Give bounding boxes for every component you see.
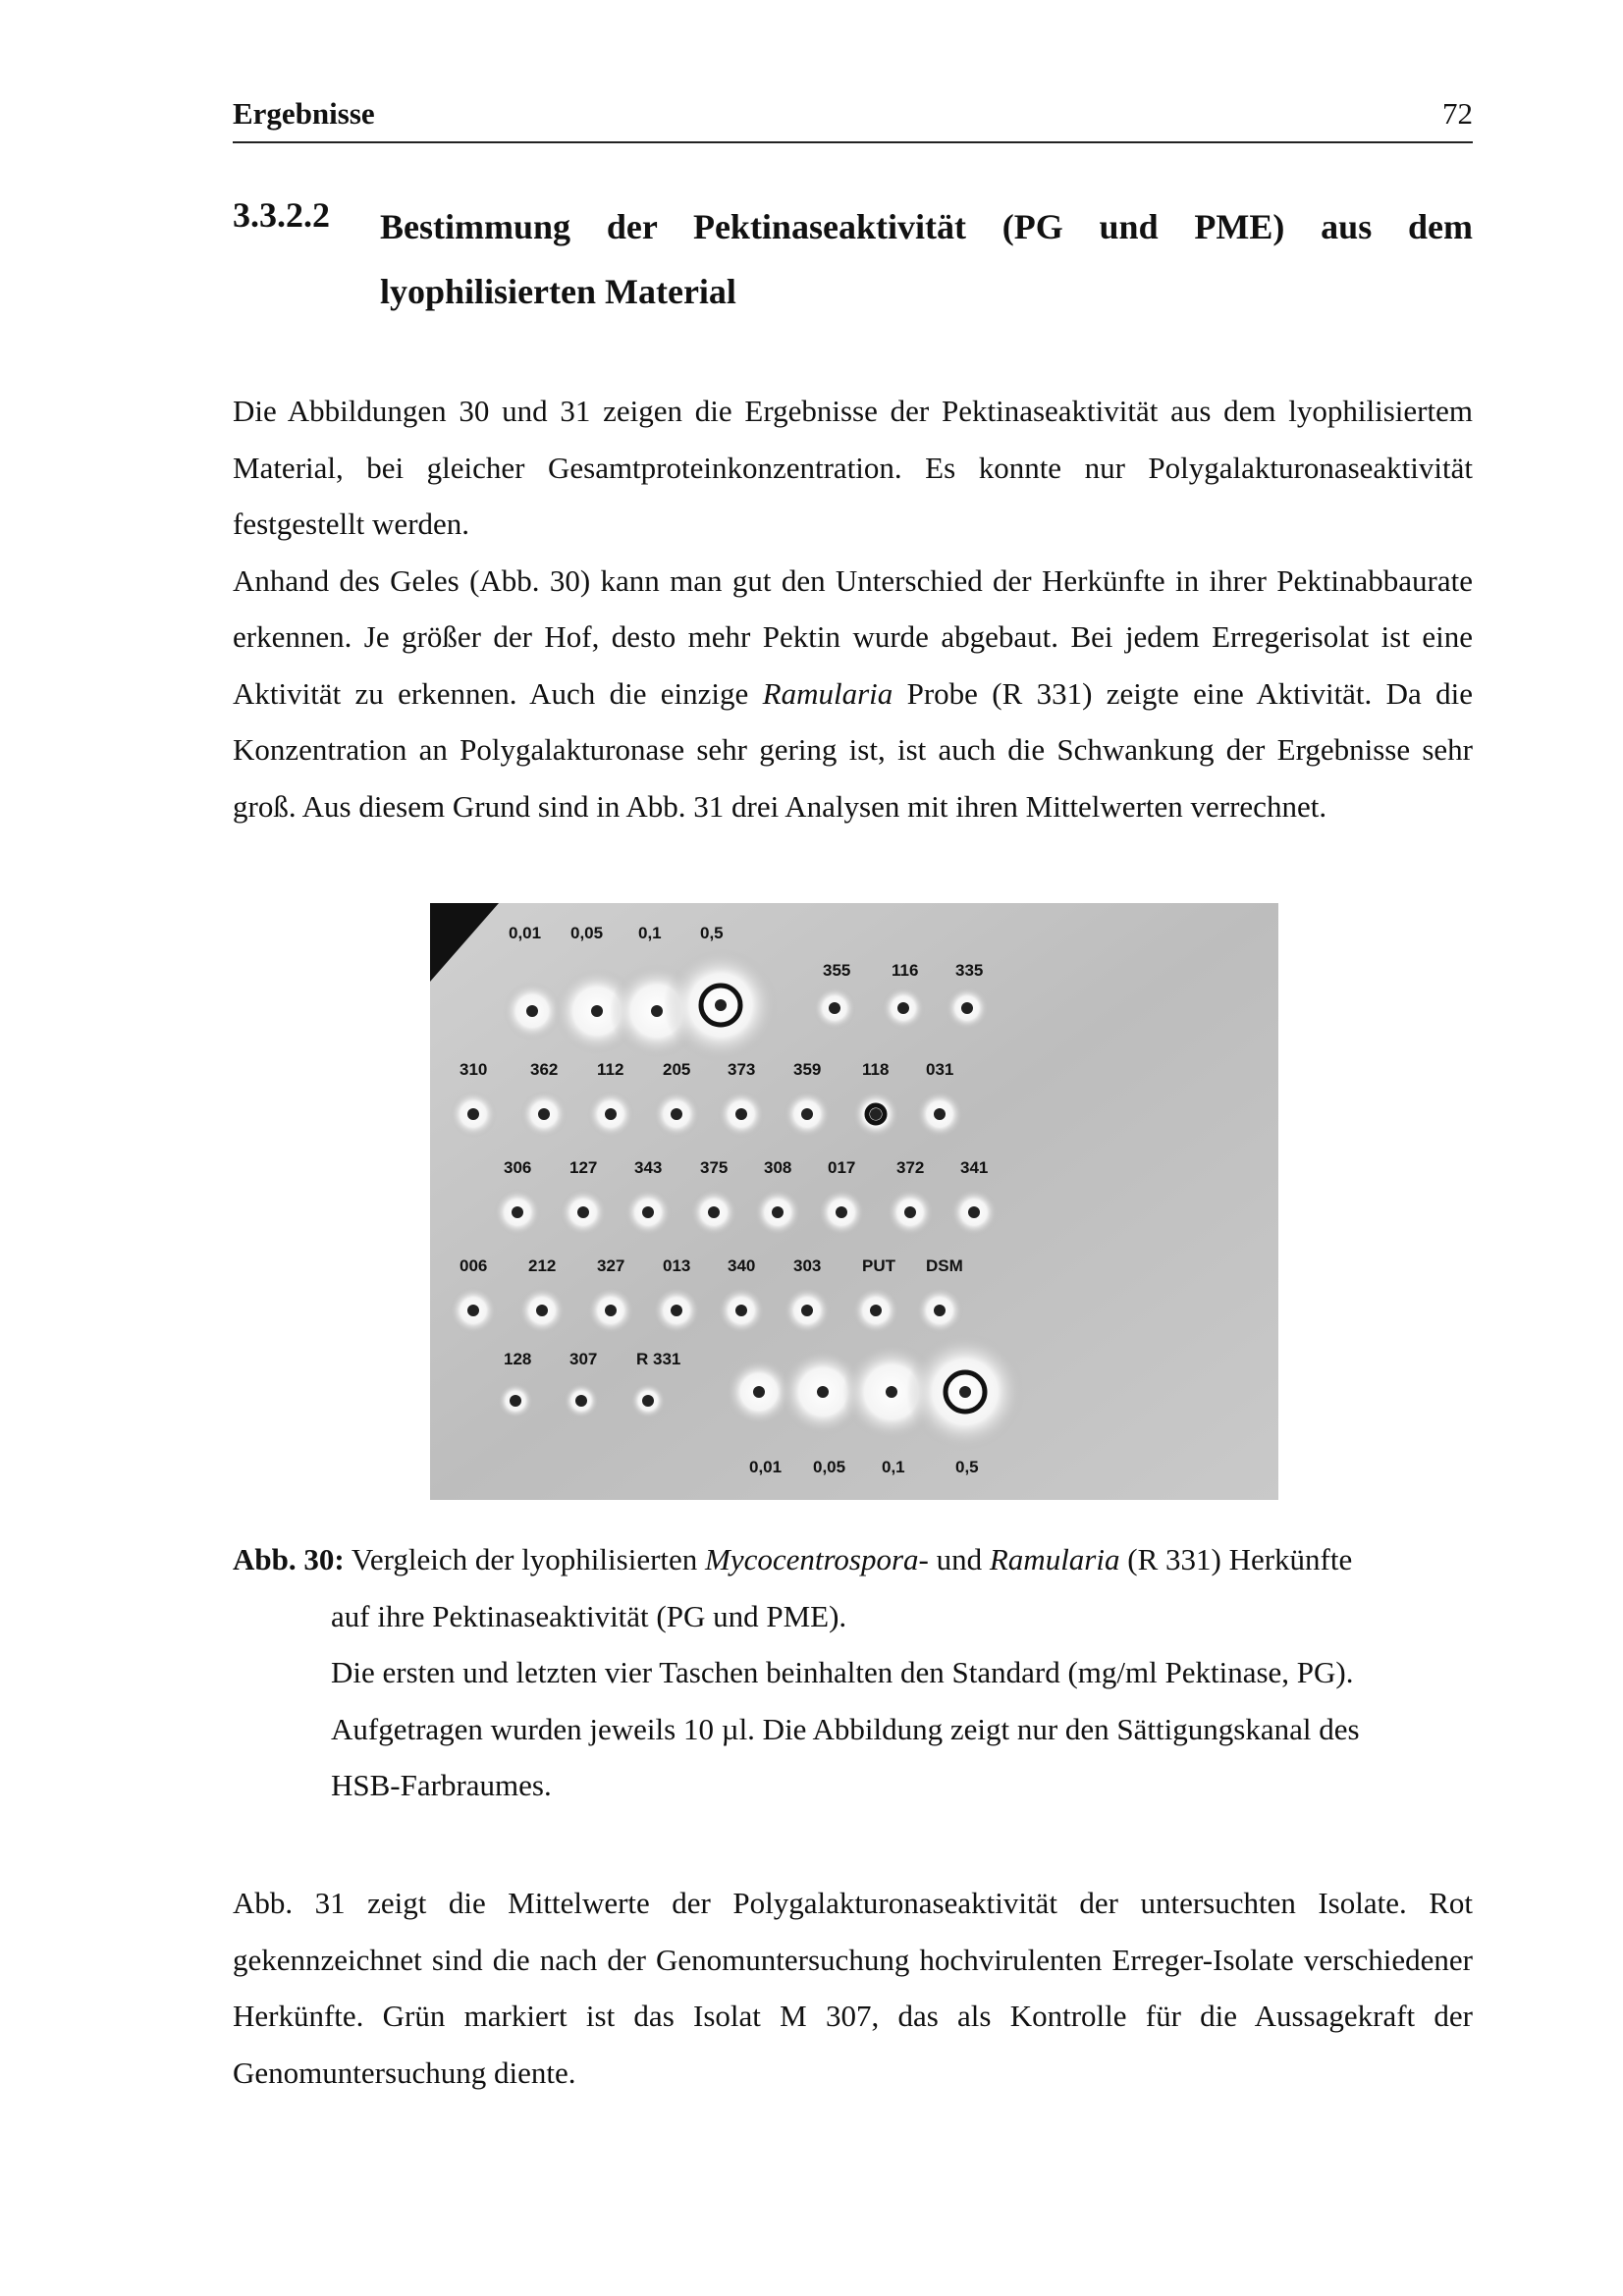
gel-label-std-bot-1: 0,05 (813, 1458, 846, 1476)
gel-label-row1-1: 116 (892, 961, 919, 980)
header-rule (233, 141, 1473, 143)
gel-label-row3-0: 306 (504, 1158, 532, 1177)
gel-well-row5-1 (564, 1383, 599, 1418)
gel-figure (430, 903, 1278, 1500)
gel-well-row2-2 (587, 1091, 634, 1138)
caption-line-3: Die ersten und letzten vier Taschen beinhalten den Standard (mg/ml Pektinase, PG). (331, 1655, 1354, 1689)
gel-well-row2-5 (784, 1091, 831, 1138)
caption-label: Abb. 30: (233, 1542, 345, 1576)
gel-well-row2-6 (852, 1091, 899, 1138)
gel-label-row2-2: 112 (597, 1060, 624, 1079)
gel-label-std-bot-2: 0,1 (882, 1458, 905, 1476)
gel-well-row2-7 (916, 1091, 963, 1138)
gel-well-row2-3 (653, 1091, 700, 1138)
gel-well-row4-5 (784, 1287, 831, 1334)
gel-well-row1-2 (946, 987, 989, 1030)
gel-well-row3-1 (560, 1189, 607, 1236)
gel-well-row2-4 (718, 1091, 765, 1138)
paragraph-3-text: Abb. 31 zeigt die Mittelwerte der Polygalakturonaseaktivität der untersuchten Isolate. Rot gekennzeichnet sind die nach der Genomuntersuchung hochvirulenten Erreger-Isolate verschiedener Herkünfte. Grün markiert ist das Isolat M 307, das als Kontrolle für die Aussagekraft der Genomuntersuchung diente. (233, 1886, 1473, 2090)
gel-label-row4-3: 013 (663, 1256, 691, 1275)
intro-paragraphs (233, 383, 1473, 834)
gel-label-row2-1: 362 (530, 1060, 559, 1079)
gel-well-row3-5 (818, 1189, 865, 1236)
section-title: Bestimmung der Pektinaseaktivität (PG und PME) aus dem lyophilisierten Material (380, 207, 1473, 311)
gel-well-row1-1 (882, 987, 925, 1030)
gel-label-row5-1: 307 (569, 1350, 598, 1368)
running-header-section: Ergebnisse (233, 96, 375, 131)
gel-well-row3-6 (887, 1189, 934, 1236)
caption-line-4: Aufgetragen wurden jeweils 10 µl. Die Abbildung zeigt nur den Sättigungskanal des (331, 1711, 1360, 1746)
caption-line-5: HSB-Farbraumes. (331, 1768, 552, 1802)
gel-label-std-top-1: 0,05 (570, 924, 604, 942)
gel-well-row4-0 (450, 1287, 497, 1334)
gel-label-row2-5: 359 (793, 1060, 822, 1079)
gel-well-row4-6 (852, 1287, 899, 1334)
gel-well-row4-2 (587, 1287, 634, 1334)
gel-label-row5-0: 128 (504, 1350, 532, 1368)
gel-well-row4-4 (718, 1287, 765, 1334)
gel-label-row4-5: 303 (793, 1256, 822, 1275)
gel-well-row3-3 (690, 1189, 737, 1236)
gel-well-row3-4 (754, 1189, 801, 1236)
gel-label-row3-3: 375 (700, 1158, 729, 1177)
gel-well-row4-3 (653, 1287, 700, 1334)
gel-label-row3-1: 127 (569, 1158, 598, 1177)
gel-label-std-bot-3: 0,5 (955, 1458, 979, 1476)
gel-label-std-top-2: 0,1 (638, 924, 662, 942)
gel-label-std-bot-0: 0,01 (749, 1458, 783, 1476)
gel-label-row3-2: 343 (634, 1158, 663, 1177)
gel-well-row2-0 (450, 1091, 497, 1138)
figure-caption (233, 1531, 1473, 1814)
gel-well-row4-7 (916, 1287, 963, 1334)
gel-well-row3-7 (950, 1189, 998, 1236)
gel-label-row3-6: 372 (896, 1158, 925, 1177)
caption-line-1: Abb. 30: Vergleich der lyophilisierten Mycocentrospora- und Ramularia (R 331) Herkünfte (233, 1542, 1353, 1576)
gel-label-std-top-3: 0,5 (700, 924, 724, 942)
gel-label-row4-2: 327 (597, 1256, 625, 1275)
gel-label-row3-5: 017 (828, 1158, 856, 1177)
paragraph-2: Anhand des Geles (Abb. 30) kann man gut den Unterschied der Herkünfte in ihrer Pektinabbaurate erkennen. Je größer der Hof, desto mehr Pektin wurde abgebaut. Bei jedem Erregerisolat ist eine Aktivität zu erkennen. Auch die einzige Ramularia Probe (R 331) zeigte eine Aktivität. Da die Konzentration an Polygalakturonase sehr gering ist, ist auch die Schwankung der Ergebnisse sehr groß. Aus diesem Grund sind in Abb. 31 drei Analysen mit ihren Mittelwerten verrechnet. (233, 562, 1473, 824)
page-number: 72 (1442, 96, 1473, 131)
gel-well-std-top-3 (664, 948, 778, 1062)
gel-well-row3-0 (494, 1189, 541, 1236)
caption-line-2: auf ihre Pektinaseaktivität (PG und PME). (331, 1598, 847, 1633)
section-number: 3.3.2.2 (233, 195, 330, 235)
gel-label-row2-6: 118 (862, 1060, 890, 1079)
gel-well-row3-2 (624, 1189, 672, 1236)
gel-label-std-top-0: 0,01 (509, 924, 542, 942)
gel-label-row3-7: 341 (960, 1158, 989, 1177)
gel-label-row2-4: 373 (728, 1060, 756, 1079)
gel-well-row2-1 (520, 1091, 568, 1138)
gel-well-row4-1 (518, 1287, 566, 1334)
gel-label-row2-0: 310 (460, 1060, 488, 1079)
gel-label-row3-4: 308 (764, 1158, 792, 1177)
gel-label-row2-7: 031 (926, 1060, 954, 1079)
gel-label-row1-0: 355 (823, 961, 851, 980)
gel-well-row5-0 (498, 1383, 533, 1418)
gel-well-row1-0 (813, 987, 856, 1030)
gel-label-row4-1: 212 (528, 1256, 557, 1275)
gel-label-row1-2: 335 (955, 961, 984, 980)
gel-label-row4-0: 006 (460, 1256, 488, 1275)
paragraph-3 (233, 1875, 1473, 2101)
genus-ramularia: Ramularia (762, 675, 893, 711)
gel-label-row4-7: DSM (926, 1256, 963, 1275)
gel-label-row5-2: R 331 (636, 1350, 681, 1368)
gel-well-std-bot-3 (906, 1333, 1024, 1451)
gel-label-row2-3: 205 (663, 1060, 691, 1079)
gel-label-row4-4: 340 (728, 1256, 756, 1275)
gel-label-row4-6: PUT (862, 1256, 895, 1275)
gel-image (430, 903, 1278, 1500)
gel-well-std-top-0 (503, 982, 562, 1041)
gel-well-row5-2 (630, 1383, 666, 1418)
paragraph-1: Die Abbildungen 30 und 31 zeigen die Ergebnisse der Pektinaseaktivität aus dem lyophilisiertem Material, bei gleicher Gesamtproteinkonzentration. Es konnte nur Polygalakturonaseaktivität festgestellt werden. (233, 394, 1473, 541)
